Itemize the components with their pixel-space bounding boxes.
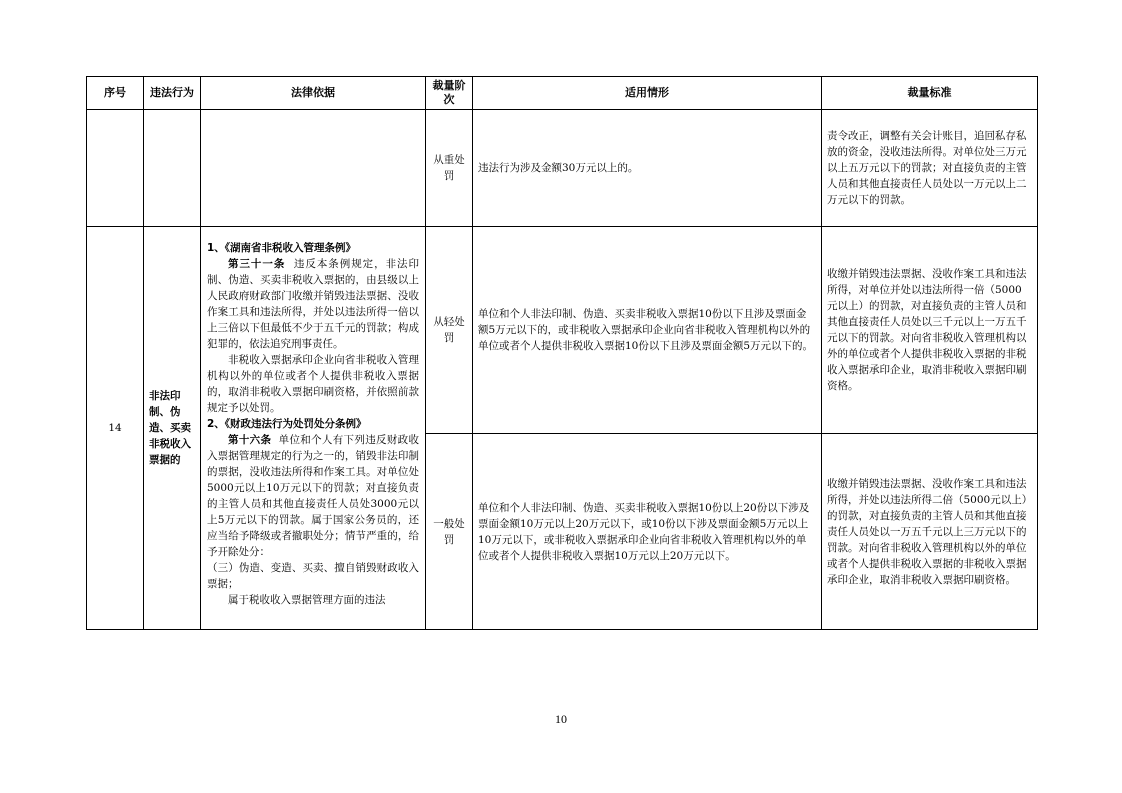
article-16-title: 第十六条 (228, 434, 272, 446)
cell-situation: 违法行为涉及金额30万元以上的。 (473, 110, 822, 227)
article-31-text: 违反本条例规定，非法印制、伪造、买卖非税收入票据的，由县级以上人民政府财政部门收缴并销毁违法票据、没收作案工具和违法所得，并处以违法所得一倍以上三倍以下但最低不少于五千元的罚款；构成犯罪的，依法追究刑事责任。 (207, 258, 420, 350)
table-row (87, 227, 1038, 434)
table-header-row (87, 77, 1038, 110)
legal-heading-1: 1、《湖南省非税收入管理条例》 (207, 242, 357, 254)
header-violation: 违法行为 (144, 77, 201, 110)
article-31-para2: 非税收入票据承印企业向省非税收入管理机构以外的单位或者个人提供非税收入票据的，取消非税收入票据印刷资格，并依照前款规定予以处罚。 (207, 354, 419, 414)
penalty-discretion-table (86, 76, 1038, 630)
article-31-title: 第三十一条 (228, 258, 286, 270)
cell-standard: 收缴并销毁违法票据、没收作案工具和违法所得，对单位并处以违法所得一倍（5000元以上）的罚款，对直接负责的主管人员和其他直接责任人员处以三千元以上一万五千元以下的罚款。对向省非税收入管理机构以外的单位或者个人提供非税收入票据的非税收入票据承印企业，取消非税收入票据印刷资格。 (822, 227, 1038, 434)
cell-legal-basis (201, 227, 426, 630)
cell-situation: 单位和个人非法印制、伪造、买卖非税收入票据10份以上20份以下涉及票面金额10万元以上20万元以下，或10份以下涉及票面金额5万元以上10万元以下，或非税收入票据承印企业向省非税收入管理机构以外的单位或者个人提供非税收入票据10万元以上20万元以下。 (473, 434, 822, 630)
legal-heading-2: 2、《财政违法行为处罚处分条例》 (207, 418, 367, 430)
page-number: 10 (555, 712, 567, 726)
cell-situation: 单位和个人非法印制、伪造、买卖非税收入票据10份以下且涉及票面金额5万元以下的，或非税收入票据承印企业向省非税收入管理机构以外的单位或者个人提供非税收入票据10份以下且涉及票面金额5万元以下的。 (473, 227, 822, 434)
header-legal-basis: 法律依据 (201, 77, 426, 110)
cell-seq: 14 (87, 227, 144, 630)
cell-level: 从重处罚 (426, 110, 473, 227)
cell-violation-empty (144, 110, 201, 227)
article-16-trailing: 属于税收收入票据管理方面的违法 (228, 594, 386, 606)
header-seq: 序号 (87, 77, 144, 110)
article-16-text: 单位和个人有下列违反财政收入票据管理规定的行为之一的，销毁非法印制的票据，没收违法所得和作案工具。对单位处5000元以上10万元以下的罚款；对直接负责的主管人员和其他直接责任人员处3000元以上5万元以下的罚款。属于国家公务员的，还应当给予降级或者撤职处分；情节严重的，给予开除处分： (207, 434, 419, 558)
cell-standard: 收缴并销毁违法票据、没收作案工具和违法所得，并处以违法所得二倍（5000元以上）的罚款，对直接负责的主管人员和其他直接责任人员处以一万五千元以上三万元以下的罚款。对向省非税收入管理机构以外的单位或者个人提供非税收入票据的非税收入票据承印企业，取消非税收入票据印刷资格。 (822, 434, 1038, 630)
cell-legal-empty (201, 110, 426, 227)
cell-seq-empty (87, 110, 144, 227)
header-situation: 适用情形 (473, 77, 822, 110)
cell-violation: 非法印制、伪造、买卖非税收入票据的 (144, 227, 201, 630)
table-row (87, 110, 1038, 227)
cell-standard: 责令改正，调整有关会计账目，追回私存私放的资金，没收违法所得。对单位处三万元以上五万元以下的罚款；对直接负责的主管人员和其他直接责任人员处以一万元以上二万元以下的罚款。 (822, 110, 1038, 227)
header-standard: 裁量标准 (822, 77, 1038, 110)
header-level: 裁量阶次 (426, 77, 473, 110)
cell-level: 一般处罚 (426, 434, 473, 630)
cell-level: 从轻处罚 (426, 227, 473, 434)
article-16-item-3: （三）伪造、变造、买卖、擅自销毁财政收入票据； (207, 562, 419, 590)
